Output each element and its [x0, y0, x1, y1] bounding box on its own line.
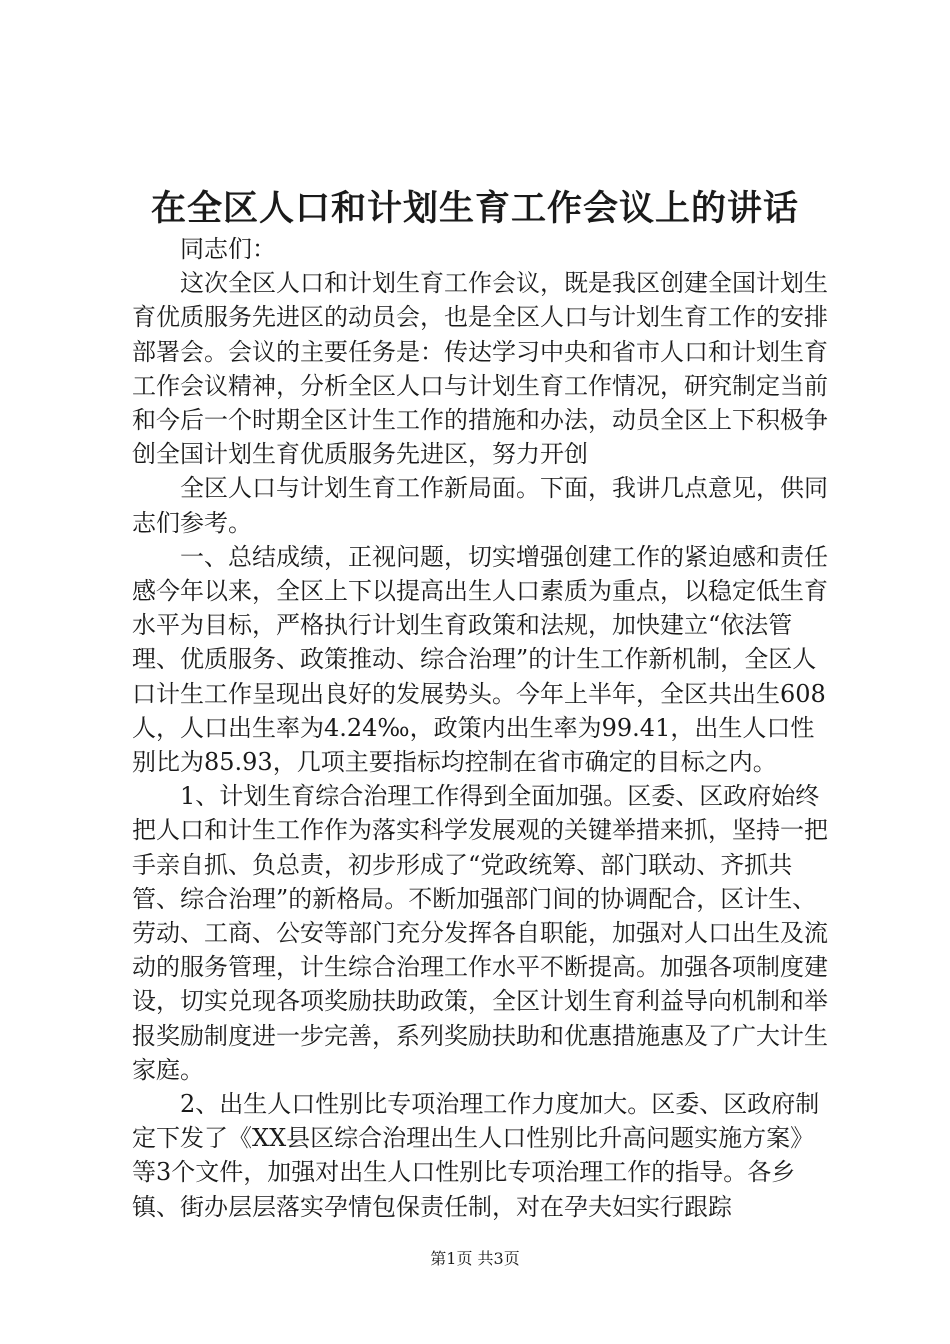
- paragraph: 这次全区人口和计划生育工作会议，既是我区创建全国计划生育优质服务先进区的动员会，也是全区人口与计划生育工作的安排部署会。会议的主要任务是：传达学习中央和省市人口和计划生育工作会议精神，分析全区人口与计划生育工作情况，研究制定当前和今后一个时期全区计生工作的措施和办法，动员全区上下积极争创全国计划生育优质服务先进区，努力开创: [132, 269, 828, 469]
- salutation: 同志们：: [180, 235, 276, 263]
- paragraph: 一、总结成绩，正视问题，切实增强创建工作的紧迫感和责任感今年以来，全区上下以提高出生人口素质为重点，以稳定低生育水平为目标，严格执行计划生育政策和法规，加快建立“依法管理、优质服务、政策推动、综合治理”的计生工作新机制，全区人口计生工作呈现出良好的发展势头。今年上半年，全区共出生608人，人口出生率为4.24‰，政策内出生率为99.41，出生人口性别比为85.93，几项主要指标均控制在省市确定的目标之内。: [132, 542, 828, 777]
- document-title: 在全区人口和计划生育工作会议上的讲话: [150, 188, 799, 229]
- document-body: [132, 232, 832, 1224]
- paragraph: 1、计划生育综合治理工作得到全面加强。区委、区政府始终把人口和计生工作作为落实科学发展观的关键举措来抓，坚持一把手亲自抓、负总责，初步形成了“党政统筹、部门联动、齐抓共管、综合治理”的新格局。不断加强部门间的协调配合，区计生、劳动、工商、公安等部门充分发挥各自职能，加强对人口出生及流动的服务管理，计生综合治理工作水平不断提高。加强各项制度建设，切实兑现各项奖励扶助政策，全区计划生育利益导向机制和举报奖励制度进一步完善，系列奖励扶助和优惠措施惠及了广大计生家庭。: [132, 782, 828, 1084]
- paragraph: 2、出生人口性别比专项治理工作力度加大。区委、区政府制定下发了《XX县区综合治理出生人口性别比升高问题实施方案》等3个文件，加强对出生人口性别比专项治理工作的指导。各乡镇、街办层层落实孕情包保责任制，对在孕夫妇实行跟踪: [132, 1090, 820, 1221]
- page-footer: 第1页 共3页: [430, 1249, 520, 1268]
- paragraph: 全区人口与计划生育工作新局面。下面，我讲几点意见，供同志们参考。: [132, 474, 828, 537]
